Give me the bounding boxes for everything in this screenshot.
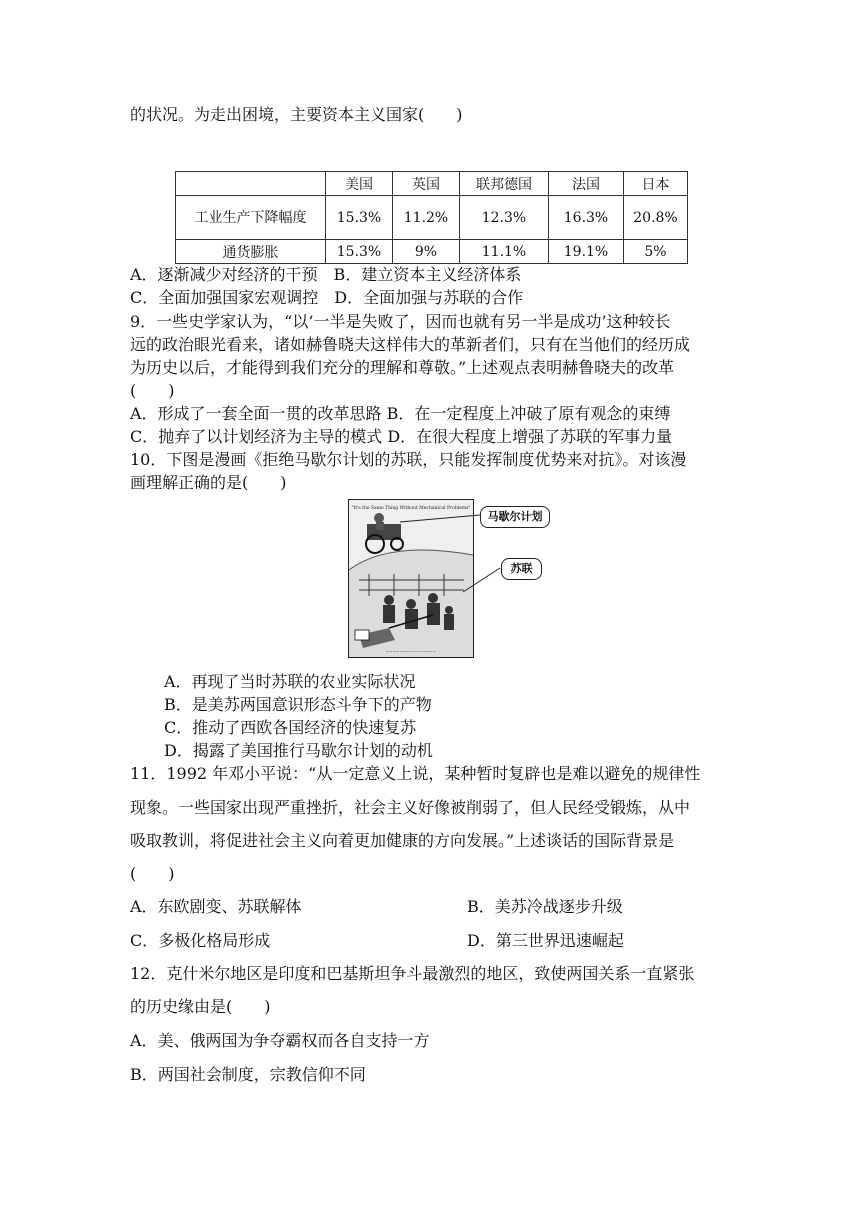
table-cell: 20.8%	[624, 196, 688, 240]
q9-stem-line: 9．一些史学家认为，“以‘一半是失败了，因而也就有另一半是成功’这种较长	[130, 312, 671, 331]
svg-text:~~~~~~~~~~~~~~~: ~~~~~~~~~~~~~~~	[385, 649, 437, 654]
q11-stem-line: 11．1992 年邓小平说：“从一定意义上说，某种暂时复辟也是难以避免的规律性	[130, 764, 701, 783]
q11-option-c: C．多极化格局形成	[130, 931, 271, 950]
q10-option-b: B．是美苏两国意识形态斗争下的产物	[164, 695, 432, 714]
table-cell: 12.3%	[460, 196, 549, 240]
question-intro: 的状况。为走出困境，主要资本主义国家( )	[130, 105, 463, 124]
q9-stem-line: 远的政治眼光看来，诸如赫鲁晓夫这样伟大的革新者们，只有在当他们的经历成	[130, 335, 691, 354]
table-header-cell: 日本	[624, 172, 688, 196]
q11-option-b: B．美苏冷战逐步升级	[467, 897, 623, 916]
q12-option-b: B．两国社会制度，宗教信仰不同	[130, 1065, 366, 1084]
q11-stem-line: 现象。一些国家出现严重挫折，社会主义好像被削弱了，但人民经受锻炼，从中	[130, 798, 691, 817]
q11-stem-line: ( )	[130, 864, 175, 883]
table-cell: 11.1%	[460, 240, 549, 264]
q10-stem-line: 画理解正确的是( )	[130, 473, 287, 492]
table-cell: 11.2%	[393, 196, 460, 240]
q9-stem-line: 为历史以后，才能得到我们充分的理解和尊敬。”上述观点表明赫鲁晓夫的改革	[130, 358, 675, 377]
q9-options-ab: A．形成了一套全面一贯的改革思路 B．在一定程度上冲破了原有观念的束缚	[130, 404, 671, 423]
table-cell: 15.3%	[326, 196, 393, 240]
q11-stem-line: 吸取教训，将促进社会主义向着更加健康的方向发展。”上述谈话的国际背景是	[130, 831, 675, 850]
q8-options-cd: C．全面加强国家宏观调控 D．全面加强与苏联的合作	[130, 288, 524, 307]
table-row-label: 通货膨胀	[176, 240, 326, 264]
table-cell: 5%	[624, 240, 688, 264]
q10-option-a: A．再现了当时苏联的农业实际状况	[164, 672, 416, 691]
q10-option-c: C．推动了西欧各国经济的快速复苏	[164, 718, 417, 737]
table-header-cell: 联邦德国	[460, 172, 549, 196]
q9-options-cd: C．抛弃了以计划经济为主导的模式 D．在很大程度上增强了苏联的军事力量	[130, 427, 673, 446]
q10-stem-line: 10．下图是漫画《拒绝马歇尔计划的苏联，只能发挥制度优势来对抗》。对该漫	[130, 450, 687, 469]
q12-option-a: A．美、俄两国为争夺霸权而各自支持一方	[130, 1031, 430, 1050]
q9-stem-line: ( )	[130, 381, 175, 400]
q8-options-ab: A．逐渐减少对经济的干预 B．建立资本主义经济体系	[130, 265, 522, 284]
table-cell: 15.3%	[326, 240, 393, 264]
callout-soviet-union: 苏联	[501, 558, 542, 580]
table-header-cell: 法国	[549, 172, 624, 196]
q12-stem-line: 12．克什米尔地区是印度和巴基斯坦争斗最激烈的地区，致使两国关系一直紧张	[130, 964, 695, 983]
callout-marshall-plan: 马歇尔计划	[480, 506, 550, 528]
table-row-label: 工业生产下降幅度	[176, 196, 326, 240]
table-cell: 19.1%	[549, 240, 624, 264]
table-header-cell: 英国	[393, 172, 460, 196]
q10-option-d: D．揭露了美国推行马歇尔计划的动机	[164, 741, 433, 760]
q12-stem-line: 的历史缘由是( )	[130, 997, 271, 1016]
cartoon-caption: "It's the Same Thing Without Mechanical Problems"	[351, 506, 471, 511]
q11-option-d: D．第三世界迅速崛起	[467, 931, 624, 950]
table-header-cell: 美国	[326, 172, 393, 196]
q11-option-a: A．东欧剧变、苏联解体	[130, 897, 302, 916]
table-cell: 16.3%	[549, 196, 624, 240]
table-cell: 9%	[393, 240, 460, 264]
